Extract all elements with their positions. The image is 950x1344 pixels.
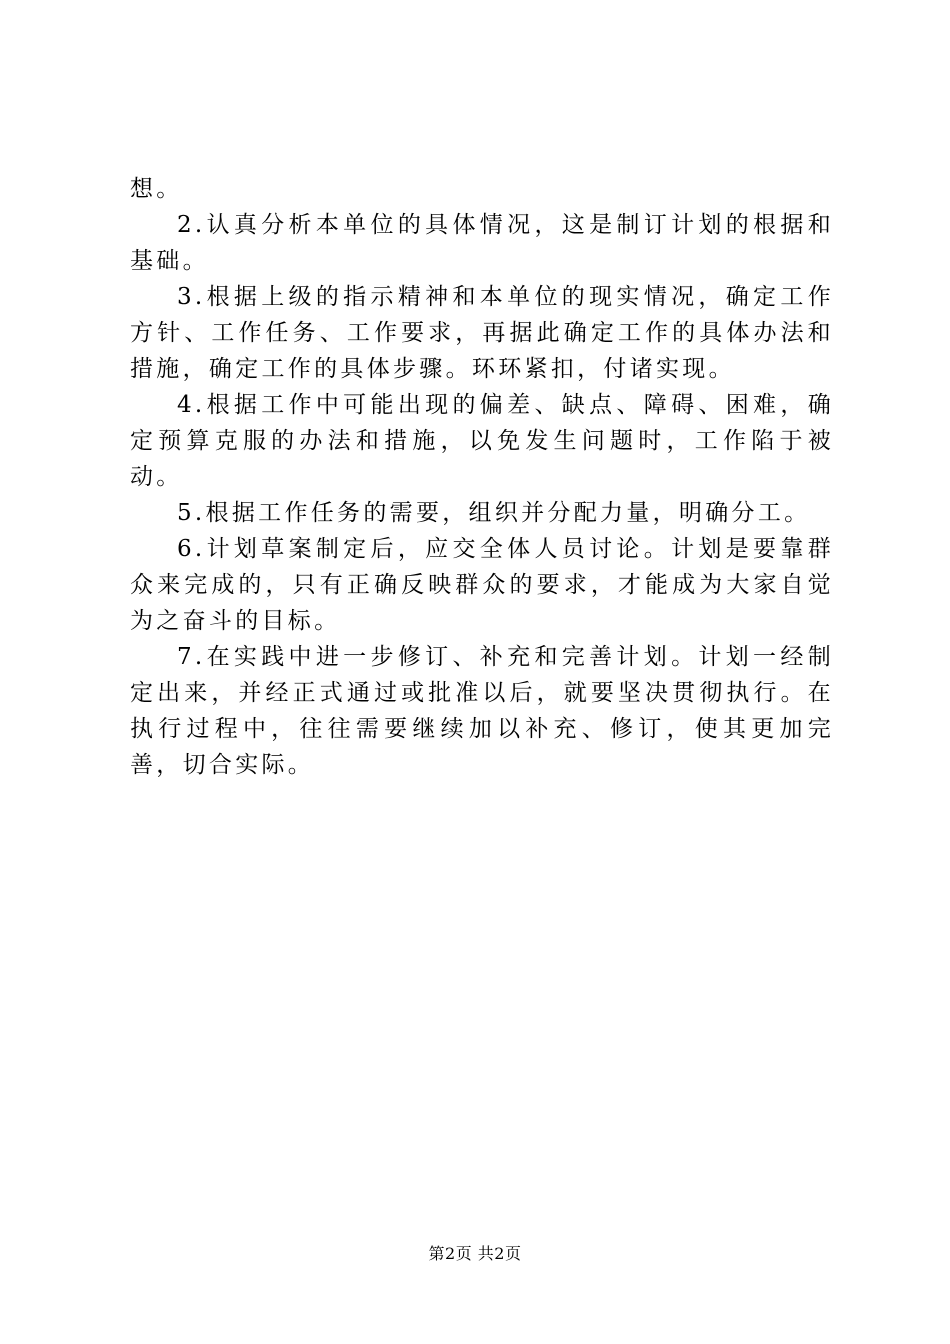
paragraph-item-7: 7.在实践中进一步修订、补充和完善计划。计划一经制定出来，并经正式通过或批准以后，就要坚决贯彻执行。在执行过程中，往往需要继续加以补充、修订，使其更加完善，切合实际。 (130, 644, 834, 778)
paragraph-item-3: 3.根据上级的指示精神和本单位的现实情况，确定工作方针、工作任务、工作要求，再据此确定工作的具体办法和措施，确定工作的具体步骤。环环紧扣，付诸实现。 (130, 284, 834, 382)
paragraph-item-2: 2.认真分析本单位的具体情况，这是制订计划的根据和基础。 (130, 212, 834, 274)
page-number-label: 第2页 共2页 (428, 1244, 522, 1263)
page-footer (0, 1242, 950, 1266)
paragraph-item-4: 4.根据工作中可能出现的偏差、缺点、障碍、困难，确定预算克服的办法和措施，以免发生问题时，工作陷于被动。 (130, 392, 834, 490)
document-body (130, 171, 834, 783)
paragraph-continuation: 想。 (130, 176, 183, 202)
paragraph-item-6: 6.计划草案制定后，应交全体人员讨论。计划是要靠群众来完成的，只有正确反映群众的要求，才能成为大家自觉为之奋斗的目标。 (130, 536, 834, 634)
paragraph-item-5: 5.根据工作任务的需要，组织并分配力量，明确分工。 (177, 500, 811, 526)
